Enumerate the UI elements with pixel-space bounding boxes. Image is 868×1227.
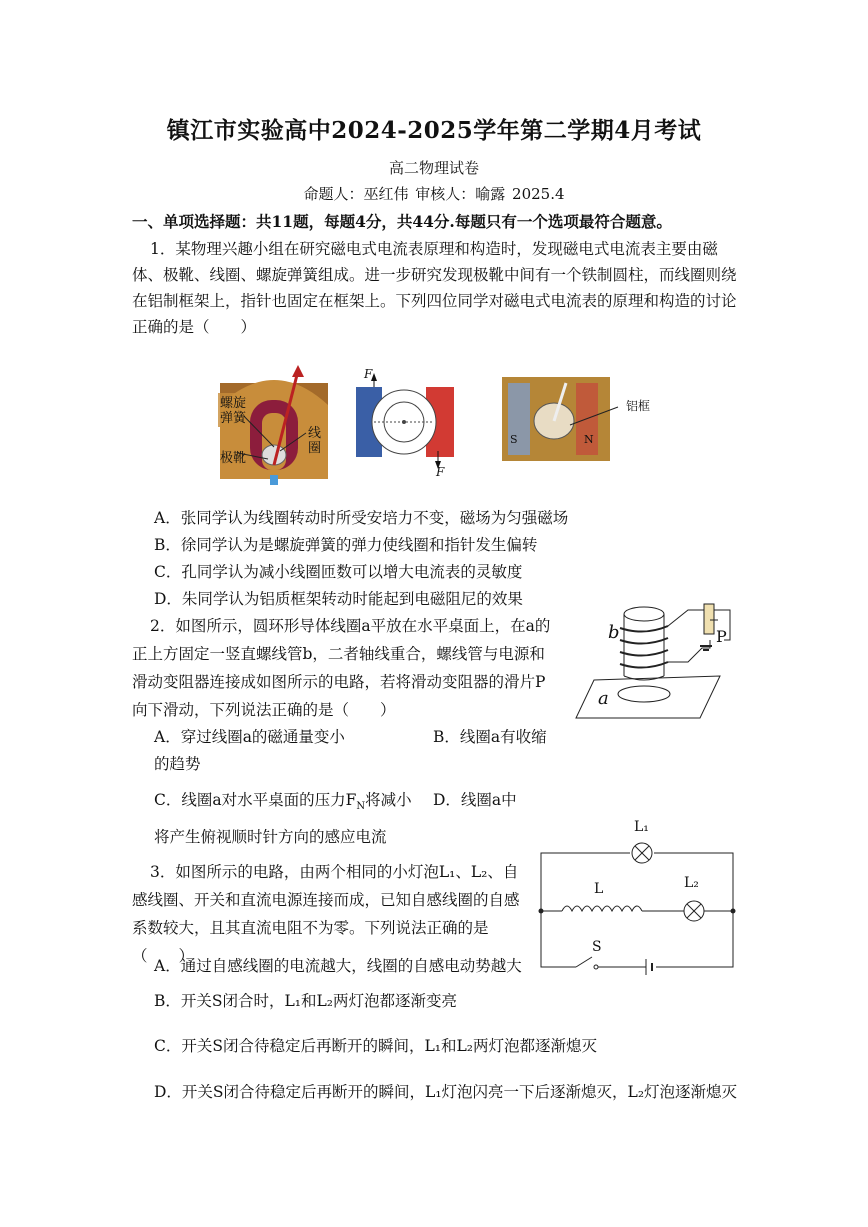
q2-option-c-end: 将减小 [365,791,412,809]
q1-figure-2 [352,365,457,477]
exam-authors: 命题人：巫红伟 审核人：喻露 2025.4 [303,185,565,203]
q3-option-c[interactable]: C．开关S闭合待稳定后再断开的瞬间，L₁和L₂两灯泡都逐渐熄灭 [154,1037,597,1055]
q2-option-a[interactable]: A．穿过线圈a的磁通量变小 [154,728,345,746]
svg-text:F: F [364,367,373,381]
svg-text:线: 线 [308,426,322,441]
q1-option-a[interactable]: A．张同学认为线圈转动时所受安培力不变，磁场为匀强磁场 [154,509,569,527]
q1-figure-1 [218,365,333,485]
q2-option-b-cont: 的趋势 [154,755,201,773]
section-heading: 一、单项选择题：共11题，每题4分，共44分.每题只有一个选项最符合题意。 [132,212,672,231]
q3-option-b[interactable]: B．开关S闭合时，L₁和L₂两灯泡都逐渐变亮 [154,992,458,1010]
q3-fig-label-s: S [592,939,602,955]
exam-subtitle: 高二物理试卷 [388,159,479,177]
svg-text:N: N [584,433,594,446]
question-3-stem: 3．如图所示的电路，由两个相同的小灯泡L₁、L₂、自感线圈、开关和直流电源连接而成，已知自感线圈的自感系数较大，且其直流电阻不为零。下列说法正确的是（ ） [132,863,520,965]
svg-text:极靴: 极靴 [220,451,247,466]
svg-text:S: S [510,433,518,446]
q2-fig-label-a: a [598,688,609,709]
q1-option-d[interactable]: D．朱同学认为铝质框架转动时能起到电磁阻尼的效果 [154,590,523,608]
svg-text:弹簧: 弹簧 [220,411,247,426]
q3-option-a[interactable]: A．通过自感线圈的电流越大，线圈的自感电动势越大 [154,957,522,975]
question-2-stem: 2．如图所示，圆环形导体线圈a平放在水平桌面上，在a的正上方固定一竖直螺线管b，二者轴线重合，螺线管与电源和滑动变阻器连接成如图所示的电路，若将滑动变阻器的滑片P向下滑动，下列说法正确的是（ ） [132,617,551,719]
svg-text:螺旋: 螺旋 [220,396,247,411]
q2-fig-label-b: b [608,622,620,643]
q2-figure [574,600,727,722]
q2-option-c-text: C．线圈a对水平桌面的压力F [154,791,357,809]
svg-text:F: F [436,465,445,479]
svg-text:圈: 圈 [308,441,322,456]
q2-fig-label-p: P [716,627,727,646]
q3-fig-label-l: L [594,881,604,897]
question-1-stem: 1．某物理兴趣小组在研究磁电式电流表原理和构造时，发现磁电式电流表主要由磁体、极靴、线圈、螺旋弹簧组成。进一步研究发现极靴中间有一个铁制圆柱，而线圈则绕在铝制框架上，指针也固定在框架上。下列四位同学对磁电式电流表的原理和构造的讨论正确的是（ ） [132,240,737,336]
q2-option-c[interactable] [154,788,412,812]
q1-option-b[interactable]: B．徐同学认为是螺旋弹簧的弹力使线圈和指针发生偏转 [154,536,538,554]
q3-circuit-figure [536,815,742,971]
q3-option-d[interactable]: D．开关S闭合待稳定后再断开的瞬间，L₁灯泡闪亮一下后逐渐熄灭，L₂灯泡逐渐熄灭 [154,1083,738,1101]
svg-text:铝框: 铝框 [626,399,651,413]
q2-option-c-sub: N [356,801,366,813]
q1-option-c[interactable]: C．孔同学认为减小线圈匝数可以增大电流表的灵敏度 [154,563,523,581]
exam-title: 镇江市实验高中2024-2025学年第二学期4月考试 [166,117,702,144]
q1-figure-3 [500,375,655,465]
q3-fig-label-l2: L₂ [684,875,699,891]
q2-option-d[interactable]: D．线圈a中 [433,791,517,809]
q3-fig-label-l1: L₁ [634,819,649,835]
q2-option-b[interactable]: B．线圈a有收缩 [433,728,547,746]
q2-option-d-cont: 将产生俯视顺时针方向的感应电流 [154,828,387,846]
